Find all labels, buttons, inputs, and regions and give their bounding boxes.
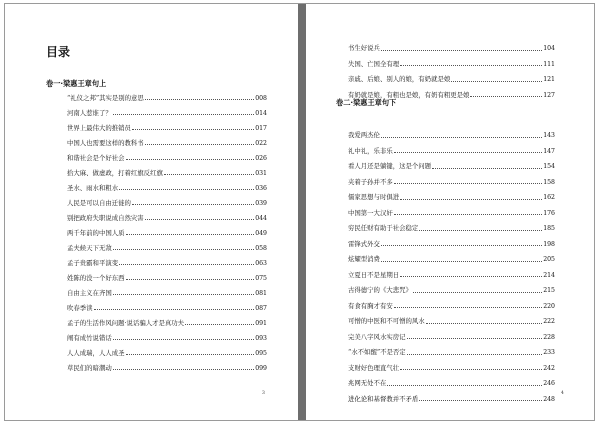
toc-entry-title: 人民是可以自由迁徙的 (67, 199, 131, 207)
toc-entry-page: 143 (543, 132, 555, 139)
dot-leader (387, 385, 542, 386)
toc-entry-page: 063 (255, 260, 267, 267)
dot-leader (126, 159, 255, 160)
toc-entry-title: 自由主义在齐国 (67, 289, 112, 297)
toc-entry (348, 41, 555, 57)
dot-leader (185, 324, 254, 325)
toc-entry-title: 儒家思想与时俱进 (348, 193, 400, 201)
toc-entry-page: 093 (255, 335, 267, 342)
dot-leader (432, 168, 542, 169)
toc-entry (67, 166, 267, 181)
toc-entry (67, 271, 267, 286)
page-title: 目录 (46, 45, 71, 59)
toc-entry (67, 226, 267, 241)
toc-entry-title: 夹着子孙并不多 (348, 177, 393, 186)
toc-entry-title: 兆网无处不在 (348, 379, 387, 387)
toc-entry (348, 330, 555, 346)
toc-entry-page: 176 (543, 209, 555, 217)
dot-leader (381, 137, 542, 138)
toc-entry (67, 106, 267, 121)
toc-entry-page: 036 (255, 185, 267, 192)
dot-leader (145, 219, 255, 220)
toc-entry-page: 198 (543, 240, 555, 248)
dot-leader (132, 129, 254, 130)
dot-leader (119, 189, 254, 190)
toc-entry-page: 246 (543, 380, 555, 387)
toc-entry-page: 222 (543, 318, 555, 325)
toc-entry-page: 162 (543, 194, 555, 201)
dot-leader (451, 81, 542, 82)
dot-leader (381, 50, 542, 51)
dot-leader (394, 152, 542, 153)
dot-leader (113, 249, 254, 250)
dot-leader (419, 230, 542, 231)
toc-entry (67, 181, 267, 196)
toc-entry-page: 233 (543, 349, 555, 356)
toc-entry-page: 087 (255, 305, 267, 312)
dot-leader (394, 214, 542, 215)
toc-entry (67, 136, 267, 151)
toc-entry (348, 376, 555, 392)
toc-entry-page: 154 (543, 163, 555, 170)
toc-entry-title: 别把政府失职说成自然灾害 (67, 214, 144, 222)
toc-entry-page: 022 (255, 140, 267, 147)
toc-entry-title: 世界上最伟大的推销员 (67, 124, 131, 132)
page-number: 4 (561, 391, 564, 396)
toc-entry-title: 失国、亡国全有理 (348, 59, 400, 68)
toc-entry-page: 228 (543, 333, 555, 341)
toc-entry-page: 099 (255, 365, 267, 372)
dot-leader (407, 338, 543, 339)
toc-entry (348, 283, 555, 299)
toc-entry-title: 两千年前的中国人质 (67, 229, 125, 237)
toc-entry (67, 196, 267, 211)
toc-entry-title: 穷民任财有助于社会稳定 (348, 224, 419, 232)
toc-list-left (67, 91, 267, 376)
dot-leader (400, 199, 542, 200)
dot-leader (126, 234, 255, 235)
toc-entry (67, 346, 267, 361)
toc-entry-page: 095 (255, 350, 267, 357)
toc-entry (348, 144, 555, 160)
toc-entry-title: 吹春季读 (67, 304, 93, 312)
toc-entry (348, 190, 555, 206)
dot-leader (407, 354, 543, 355)
toc-entry-page: 185 (543, 225, 555, 232)
dot-leader (145, 99, 254, 100)
toc-entry (348, 206, 555, 222)
toc-entry-title: 进化论和基督教并不矛盾 (348, 394, 419, 403)
toc-entry (67, 91, 267, 106)
toc-entry (348, 268, 555, 284)
toc-entry-title: 孟子贵霸和平演变 (67, 259, 119, 267)
toc-entry-page: 017 (255, 125, 267, 132)
toc-entry (67, 331, 267, 346)
toc-entry-page: 248 (543, 395, 555, 403)
dot-leader (132, 204, 254, 205)
toc-entry-title: 有食有胸才有安 (348, 301, 393, 310)
toc-list-right (348, 41, 555, 407)
toc-entry-title: 雷锋式外交 (348, 239, 380, 248)
toc-entry-page: 039 (255, 200, 267, 207)
toc-entry-page: 049 (255, 230, 267, 237)
dot-leader (126, 354, 255, 355)
right-page (306, 4, 595, 420)
dot-leader (381, 261, 542, 262)
dot-leader (400, 65, 542, 66)
toc-entry (67, 286, 267, 301)
toc-entry-page: 031 (255, 170, 267, 177)
toc-entry-page: 058 (255, 245, 267, 252)
dot-leader (381, 245, 542, 246)
dot-leader (164, 174, 254, 175)
toc-entry-title: “水不如醒”不是否定 (348, 348, 406, 356)
toc-entry-page: 147 (543, 147, 555, 155)
section-heading-vol1: 卷一·梁惠王章句上 (46, 79, 107, 88)
toc-entry (348, 221, 555, 237)
page-gutter (298, 4, 306, 420)
toc-entry-page: 104 (543, 45, 555, 52)
toc-entry-title: 孟子的生活作风问题·说话骗人才是真功夫 (67, 319, 185, 327)
toc-entry-page: 091 (255, 320, 267, 327)
toc-entry-page: 220 (543, 302, 555, 310)
toc-entry-title: 古得德宁的《大悲咒》 (348, 286, 412, 294)
toc-entry-page: 008 (255, 95, 267, 102)
toc-entry (67, 211, 267, 226)
dot-leader (126, 279, 255, 280)
toc-entry-title: 姓陈的没一个好东西 (67, 274, 125, 282)
dot-leader (394, 307, 542, 308)
toc-entry-page: 075 (255, 275, 267, 282)
toc-entry-title: 和谐社会是个好社会 (67, 154, 125, 162)
toc-entry-title: 中国第一大汉奸 (348, 208, 393, 217)
dot-leader (470, 96, 542, 97)
toc-entry-page: 127 (543, 91, 555, 99)
toc-entry (67, 241, 267, 256)
toc-entry (348, 252, 555, 268)
toc-entry (348, 314, 555, 330)
toc-entry (67, 316, 267, 331)
toc-entry-title: 有奶就是娘，有粗也是娘，有奶有粗更是娘 (348, 90, 470, 99)
dot-leader (113, 114, 254, 115)
toc-entry-title: 亲戚、后娘、别人的娘，有奶就是娘 (348, 75, 451, 83)
toc-entry (67, 301, 267, 316)
dot-leader (145, 144, 255, 145)
toc-entry-page: 044 (255, 215, 267, 222)
toc-entry-page: 014 (255, 110, 267, 117)
toc-entry (348, 361, 555, 377)
toc-entry-page: 081 (255, 290, 267, 297)
toc-entry (348, 299, 555, 315)
toc-entry (67, 151, 267, 166)
toc-entry (348, 392, 555, 408)
toc-entry-title: 拾大麻、做虚政，打着红旗反红旗 (67, 169, 163, 177)
section-heading-vol2: 卷二·梁惠王章句下 (336, 98, 397, 107)
toc-entry-title: 礼中礼，乐非乐 (348, 146, 393, 155)
toc-entry-title: 书生好说兵 (348, 44, 380, 52)
toc-entry-title: 炫耀型消费 (348, 255, 380, 263)
dot-leader (94, 309, 255, 310)
toc-entry-page: 026 (255, 155, 267, 162)
dot-leader (119, 264, 254, 265)
dot-leader (113, 339, 254, 340)
toc-entry-page: 121 (543, 76, 555, 83)
toc-entry (348, 237, 555, 253)
toc-entry-title: 河南人惹谁了？ (67, 109, 112, 117)
toc-entry-page: 205 (543, 256, 555, 263)
toc-entry (348, 345, 555, 361)
toc-entry-page: 215 (543, 287, 555, 294)
toc-entry (67, 256, 267, 271)
toc-entry (348, 159, 555, 175)
dot-leader (400, 276, 542, 277)
toc-entry (348, 72, 555, 88)
toc-entry-title: 支财好色理直气壮 (348, 363, 400, 372)
toc-entry-title: 中国人也需要这样的教科书 (67, 139, 144, 147)
dot-leader (113, 294, 254, 295)
toc-entry-title: 可憎的中医和不可憎的风水 (348, 317, 425, 325)
dot-leader (113, 369, 254, 370)
toc-entry-title: “礼仪之邦”其实是别的意思 (67, 94, 144, 102)
toc-entry-page: 214 (543, 271, 555, 279)
toc-entry-title: 圣水、雨水和粗水 (67, 184, 119, 192)
toc-entry-page: 158 (543, 178, 555, 186)
toc-entry (348, 175, 555, 191)
dot-leader (394, 183, 542, 184)
toc-entry-title: 孟夫候天下无敌 (67, 244, 112, 252)
toc-entry (67, 121, 267, 136)
dot-leader (400, 369, 542, 370)
toc-entry-page: 111 (543, 60, 555, 68)
toc-entry-title: 草民们的暗潮动 (67, 364, 112, 372)
toc-entry-title: 完美八字风水实房记 (348, 332, 406, 341)
document-spread (4, 3, 595, 421)
toc-entry-page: 242 (543, 364, 555, 372)
left-page (5, 4, 298, 420)
dot-leader (419, 400, 542, 401)
page-number: 3 (262, 391, 265, 396)
toc-entry-title: 立夏日不是星期日 (348, 270, 400, 279)
toc-entry-title: 看人月还是躺键，这是个问题 (348, 162, 432, 170)
dot-leader (413, 292, 542, 293)
dot-leader (426, 323, 543, 324)
toc-entry (348, 57, 555, 73)
toc-entry (348, 128, 555, 144)
toc-entry-title: 阐有成竹说错话 (67, 334, 112, 342)
toc-entry (67, 361, 267, 376)
toc-entry-title: 我爱两杰伦 (348, 131, 380, 139)
toc-entry-title: 人人成瑞，人人成圣 (67, 349, 125, 357)
